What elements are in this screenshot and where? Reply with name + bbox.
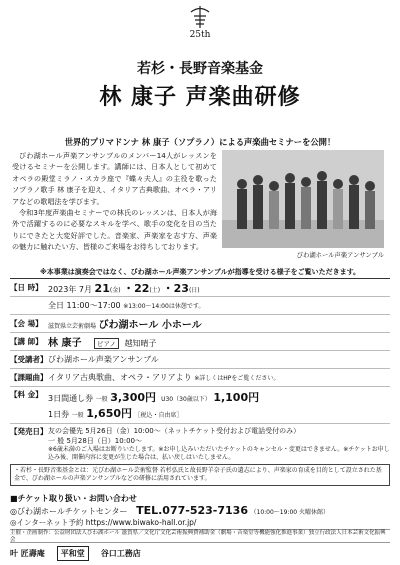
time-row [10,297,390,315]
ticket-internet[interactable]: ◎インターネット予約 https://www.biwako-hall.or.jp/ [10,518,197,527]
sponsor-heiwado: 平和堂 [57,546,89,561]
sale-notes: ※6歳未満のご入場はお断りいたします。※お申し込みいただいたチケットのキャンセル・変更はできません。※チケットお申し込み後、開催内容に変更が生じた場合は、払い戻しはいたしません。 [48,446,390,461]
credits: 主催・企画制作：公益財団法人びわ湖ホール 滋賀県／文化庁文化芸術振興費補助金（劇場・音楽堂等機能強化推進事業）独立行政法人日本芸術文化振興会 [10,529,390,544]
ticket-phone[interactable]: TEL.077-523-7136 [136,504,248,517]
ticket-heading: ■チケット取り扱い・お問い合わせ [10,494,137,503]
page-title: 林 康子 声楽曲研修 [99,85,301,110]
students-row [10,351,390,369]
fee-pass: 3日間通し券 一般 3,300円 U30（30歳以下） 1,100円 [48,391,260,404]
program-row [10,369,390,387]
time-value: 全日 11:00～17:00 [48,301,121,310]
fund-description: ・若杉・長野音楽基金とは：元びわ湖ホール芸術監督 若杉弘氏と故長野羊奈子氏の遺志により、声楽家の育成を目的として設立された基金で、びわ湖ホールの声楽アンサンブルなどの研修に活用されています。 [10,464,390,486]
description-paragraph-2: 令和3年度声楽曲セミナーでの林氏のレッスンは、日本人が海外で活躍するのに必要なスキルを学べ、歌手の変化を目の当たりにできたと大変好評でした。音楽家、声楽家を志す方、声楽の魅力に触れたい方、皆様のご来場をお待ちしております。 [12,208,217,252]
venue-label: 【会 場】 [10,319,43,328]
sale-row [10,424,390,464]
fee-label: 【料 金】 [10,390,43,399]
program-note: ※詳しくはHPをご覧ください。 [194,375,280,382]
piano-tag: ピアノ [94,338,119,349]
lecturer-label: 【講 師】 [10,337,43,346]
notice: ※本事業は演奏会ではなく、びわ湖ホール声楽アンサンブルが指導を受ける様子をご覧いただきます。 [39,268,361,276]
sale-member: 友の会優先 5月26日（金）10:00～（ネットチケット受付および電話受付のみ） [48,427,301,435]
photo-caption: びわ湖ホール声楽アンサンブル [296,252,384,259]
date-row [10,279,390,297]
event-info-table [10,278,390,465]
lecturer-value: 林 康子 [48,338,82,349]
fee-row [10,387,390,424]
hall-logo-icon [185,4,215,30]
ticket-center: ◎びわ湖ホールチケットセンター TEL.077-523-7136 （10:00～19:00 火曜休館） [10,504,330,517]
program-value: イタリア古典歌曲、オペラ・アリアより [48,373,192,382]
program-label: 【課題曲】 [10,373,48,382]
venue-row [10,315,390,333]
pianist-value: 越知晴子 [124,339,157,348]
sale-general: 一 般 5月28日（日）10:00～ [48,437,142,445]
sponsor-taniguchi: 谷口工務店 [100,548,141,558]
lecturer-row [10,333,390,351]
sale-label: 【発売日】 [10,427,48,436]
lead-text: 世界的プリマドンナ 林 康子（ソプラノ）による声楽曲セミナーを公開！ [64,137,336,147]
date-value: 2023年 7月 21(金) ・22(土) ・23(日) [48,281,200,295]
sponsor-kanou: 叶 匠壽庵 [10,548,45,558]
subtitle: 若杉・長野音楽基金 [137,61,263,77]
anniversary-text: 25th [189,30,211,40]
description [12,150,217,253]
venue-small: 滋賀県立芸術劇場 [48,323,97,330]
date-label: 【日 時】 [10,283,43,292]
students-label: 【受講者】 [10,355,48,364]
venue-value: びわ湖ホール 小ホール [98,320,202,331]
description-paragraph-1: びわ湖ホール声楽アンサンブルのメンバー14人がレッスンを受けるセミナーを公開します。講師には、日本人として初めてオペラの殿堂ミラノ・スカラ座で『蝶々夫人』の主役を歌ったソプラノ歌手 林 康子を迎え、イタリア古典歌曲、オペラ・アリアなどの歌唱法を学びます。 [12,151,217,206]
anniversary-logo [170,4,230,48]
fee-day: 1日券 一般 1,650円 ［税込・自由席］ [48,407,183,420]
time-note: ※13:00～14:00は休憩です。 [123,303,205,310]
sponsor-logos [10,542,390,563]
students-value: びわ湖ホール声楽アンサンブル [48,355,159,364]
ensemble-photo [222,150,384,248]
